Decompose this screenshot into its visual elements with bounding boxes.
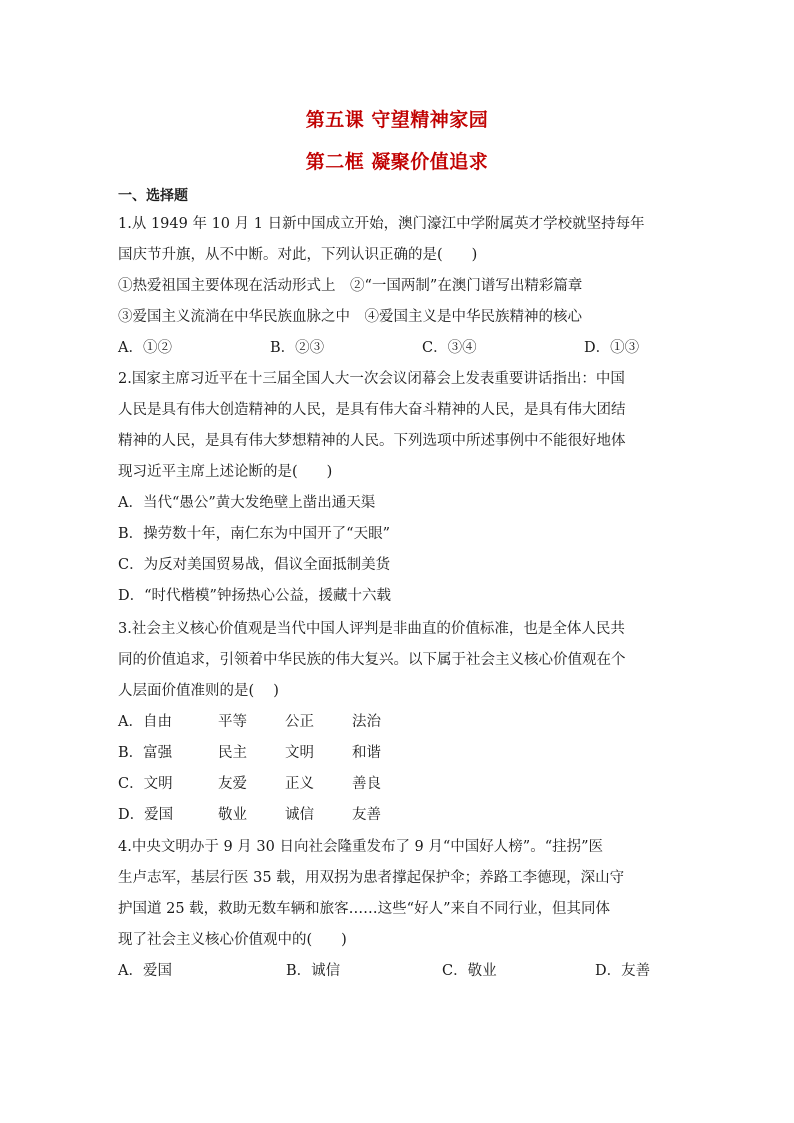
option-value: C．文明 bbox=[118, 776, 173, 792]
question-4-stem-line-4: 现了社会主义核心价值观中的( ) bbox=[118, 932, 347, 948]
lesson-subtitle: 第二框 凝聚价值追求 bbox=[305, 151, 489, 173]
question-1-statements-1: ①热爱祖国主要体现在活动形式上 ②“一国两制”在澳门谱写出精彩篇章 bbox=[118, 278, 583, 294]
option-value: 公正 bbox=[285, 714, 314, 730]
section-heading: 一、选择题 bbox=[118, 188, 188, 204]
option-value: A．自由 bbox=[118, 714, 172, 730]
lesson-title: 第五课 守望精神家园 bbox=[305, 109, 489, 131]
question-4-stem-line-2: 生卢志军，基层行医 35 载，用双拐为患者撑起保护伞；养路工李德现，深山守 bbox=[118, 870, 625, 886]
question-3-option-c[interactable] bbox=[118, 772, 419, 793]
question-2-stem-line-2: 人民是具有伟大创造精神的人民，是具有伟大奋斗精神的人民，是具有伟大团结 bbox=[118, 402, 626, 418]
question-1-option-a[interactable]: A．①② bbox=[118, 340, 172, 356]
question-2-stem-line-3: 精神的人民，是具有伟大梦想精神的人民。下列选项中所述事例中不能很好地体 bbox=[118, 433, 626, 449]
question-3-option-a[interactable] bbox=[118, 710, 419, 731]
question-4-option-d[interactable]: D．友善 bbox=[595, 963, 651, 979]
question-3-option-d[interactable] bbox=[118, 803, 419, 824]
question-4-option-a[interactable]: A．爱国 bbox=[118, 963, 172, 979]
option-value: 法治 bbox=[352, 714, 381, 730]
option-value: 正义 bbox=[285, 776, 314, 792]
option-value: 敬业 bbox=[218, 807, 247, 823]
question-2-option-c[interactable]: C．为反对美国贸易战，倡议全面抵制美货 bbox=[118, 557, 391, 573]
option-value: D．爱国 bbox=[118, 807, 174, 823]
option-value: 民主 bbox=[218, 745, 247, 761]
option-value: 诚信 bbox=[285, 807, 314, 823]
question-1-option-b[interactable]: B．②③ bbox=[270, 340, 325, 356]
question-1-statements-2: ③爱国主义流淌在中华民族血脉之中 ④爱国主义是中华民族精神的核心 bbox=[118, 309, 582, 325]
question-1-stem-line-1: 1.从 1949 年 10 月 1 日新中国成立开始，澳门濠江中学附属英才学校就坚持每年 bbox=[118, 216, 645, 232]
question-2-option-d[interactable]: D．“时代楷模”钟扬热心公益，援藏十六载 bbox=[118, 588, 391, 604]
option-value: 友爱 bbox=[218, 776, 247, 792]
question-3-option-b[interactable] bbox=[118, 741, 419, 762]
question-3-stem-line-2: 同的价值追求，引领着中华民族的伟大复兴。以下属于社会主义核心价值观在个 bbox=[118, 652, 626, 668]
question-1-stem-line-2: 国庆节升旗，从不中断。对此，下列认识正确的是( ) bbox=[118, 247, 478, 263]
question-1-option-d[interactable]: D．①③ bbox=[584, 340, 640, 356]
question-3-stem-line-3: 人层面价值准则的是( ) bbox=[118, 683, 279, 699]
option-value: B．富强 bbox=[118, 745, 173, 761]
option-value: 友善 bbox=[352, 807, 381, 823]
question-2-stem-line-4: 现习近平主席上述论断的是( ) bbox=[118, 464, 333, 480]
question-4-option-b[interactable]: B．诚信 bbox=[286, 963, 341, 979]
option-value: 平等 bbox=[218, 714, 247, 730]
option-value: 善良 bbox=[352, 776, 381, 792]
option-value: 和谐 bbox=[352, 745, 381, 761]
question-2-stem-line-1: 2.国家主席习近平在十三届全国人大一次会议闭幕会上发表重要讲话指出：中国 bbox=[118, 371, 625, 387]
question-1-option-c[interactable]: C．③④ bbox=[422, 340, 477, 356]
question-2-option-b[interactable]: B．操劳数十年，南仁东为中国开了“天眼” bbox=[118, 526, 390, 542]
question-4-option-c[interactable]: C．敬业 bbox=[442, 963, 497, 979]
question-4-stem-line-3: 护国道 25 载，救助无数车辆和旅客……这些“好人”来自不同行业，但其同体 bbox=[118, 901, 610, 917]
question-4-stem-line-1: 4.中央文明办于 9 月 30 日向社会隆重发布了 9 月“中国好人榜”。“拄拐”医 bbox=[118, 839, 604, 855]
question-3-stem-line-1: 3.社会主义核心价值观是当代中国人评判是非曲直的价值标准，也是全体人民共 bbox=[118, 621, 625, 637]
option-value: 文明 bbox=[285, 745, 314, 761]
question-2-option-a[interactable]: A．当代“愚公”黄大发绝壁上凿出通天渠 bbox=[118, 495, 376, 511]
